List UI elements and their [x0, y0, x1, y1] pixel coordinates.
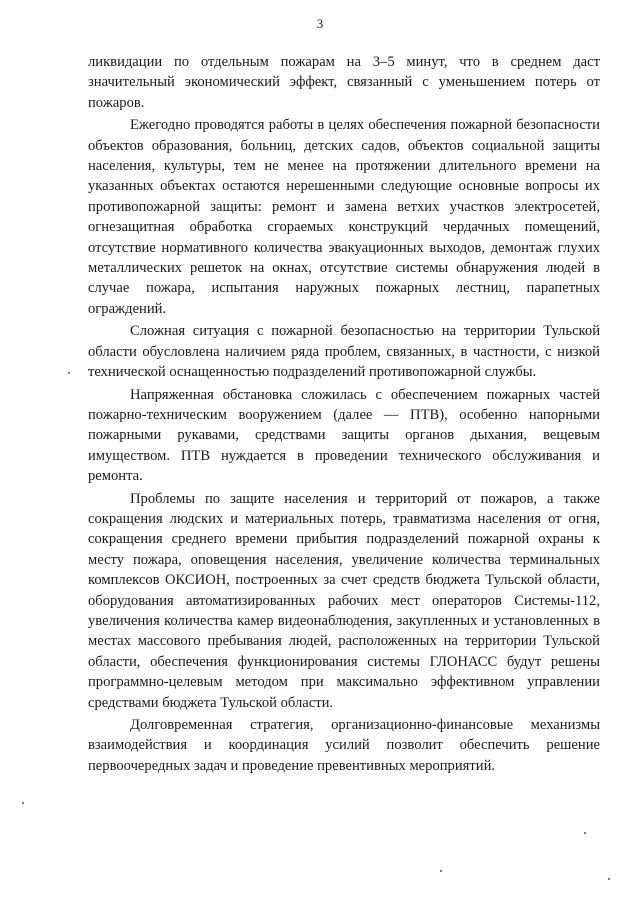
document-body [88, 52, 600, 776]
scan-speck [68, 372, 70, 374]
paragraph-1: ликвидации по отдельным пожарам на 3–5 минут, что в среднем даст значительный экономический эффект, связанный с уменьшением потерь от пожаров. [88, 54, 600, 111]
scan-speck [22, 802, 24, 804]
scan-speck [608, 878, 610, 880]
scan-speck [584, 832, 586, 834]
paragraph-4: Напряженная обстановка сложилась с обеспечением пожарных частей пожарно-техническим вооружением (далее — ПТВ), особенно напорными пожарными рукавами, средствами защиты органов дыхания, вещевым имуществом. ПТВ нуждается в проведении технического обслуживания и ремонта. [88, 386, 600, 485]
paragraph-5: Проблемы по защите населения и территорий от пожаров, а также сокращения людских и материальных потерь, травматизма населения от огня, сокращения среднего времени прибытия подразделений пожарной охраны к месту пожара, оповещения населения, увеличение количества терминальных комплексов ОКСИОН, построенных за счет средств бюджета Тульской области, оборудования автоматизированных рабочих мест операторов Системы-112, увеличения количества камер видеонаблюдения, закупленных и установленных в местах массового пребывания людей, расположенных на территории Тульской области, обеспечения функционирования системы ГЛОНАСС будут решены программно-целевым методом при максимально эффективном управлении средствами бюджета Тульской области. [88, 490, 600, 711]
scan-speck [440, 870, 442, 872]
paragraph-3: Сложная ситуация с пожарной безопасностью на территории Тульской области обусловлена наличием ряда проблем, связанных, в частности, с низкой технической оснащенностью подразделений противопожарной службы. [88, 323, 600, 381]
page-number: 3 [316, 16, 324, 31]
paragraph-2: Ежегодно проводятся работы в целях обеспечения пожарной безопасности объектов образования, больниц, детских садов, объектов социальной защиты населения, культуры, тем не менее на протяжении длительного времени на указанных объектах остаются нерешенными следующие основные вопросы их противопожарной защиты: ремонт и замена ветхих участков электросетей, огнезащитная обработка сгораемых конструкций чердачных помещений, отсутствие нормативного количества эвакуационных выходов, демонтаж глухих металлических решеток на окнах, отсутствие системы обнаружения людей в случае пожара, испытания наружных пожарных лестниц, парапетных ограждений. [88, 117, 600, 317]
paragraph-6: Долговременная стратегия, организационно-финансовые механизмы взаимодействия и координация усилий позволит обеспечить решение первоочередных задач и проведение превентивных мероприятий. [88, 717, 600, 774]
